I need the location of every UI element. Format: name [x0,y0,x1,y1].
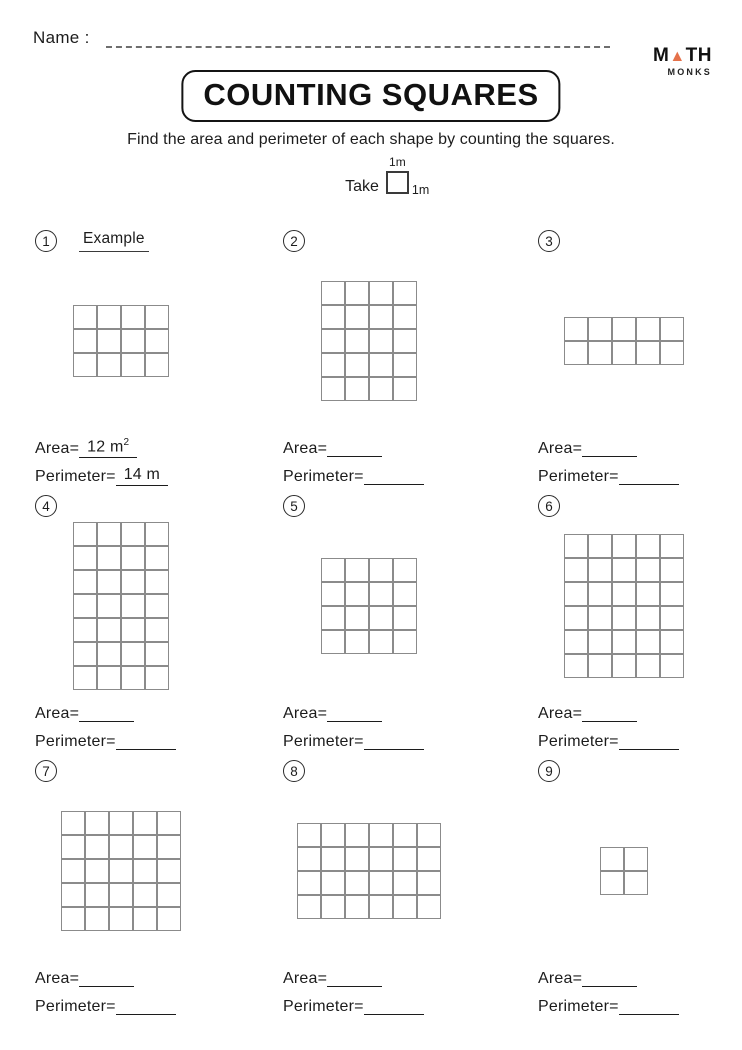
unit-square [97,305,121,329]
squares-grid [321,558,417,654]
problem-number-badge: 8 [283,760,305,782]
unit-square [417,895,441,919]
unit-square [612,341,636,365]
logo-letter-m: M [653,45,670,66]
unit-square [393,895,417,919]
unit-square [588,558,612,582]
unit-square [73,353,97,377]
unit-square [97,642,121,666]
unit-square [345,823,369,847]
problem-number-badge: 2 [283,230,305,252]
unit-square [345,630,369,654]
perimeter-label: Perimeter= [538,998,619,1015]
problem-number-badge: 5 [283,495,305,517]
unit-square [157,907,181,931]
unit-top-label: 1m [389,155,406,169]
logo-letters-th: TH [685,45,712,66]
unit-square [564,534,588,558]
area-blank-line [327,972,382,987]
unit-square [133,859,157,883]
unit-square [121,522,145,546]
unit-square [660,606,684,630]
perimeter-label: Perimeter= [35,468,116,485]
unit-square [588,317,612,341]
unit-square [345,895,369,919]
unit-square [145,522,169,546]
unit-square [321,895,345,919]
squares-grid [564,317,684,365]
unit-square [321,329,345,353]
area-line [538,960,742,988]
unit-square-key [386,155,430,199]
area-label: Area= [283,970,328,987]
squares-grid [564,534,684,678]
unit-square [321,377,345,401]
grid-zone [538,521,710,691]
problem-cell [538,758,742,1023]
unit-square [157,859,181,883]
area-blank-line [582,972,637,987]
math-monks-logo [653,46,712,77]
unit-square [297,823,321,847]
unit-square [588,630,612,654]
squares-grid [61,811,181,931]
perimeter-blank-line [364,1000,424,1015]
perimeter-blank-line [364,470,424,485]
area-line [538,695,742,723]
problem-cell [35,758,283,1023]
perimeter-line [283,723,538,751]
logo-subtext: MONKS [667,67,712,77]
problem-cell [283,228,538,493]
unit-square [393,847,417,871]
unit-square [345,582,369,606]
problems-grid [35,228,742,1023]
unit-square [97,522,121,546]
unit-square [145,305,169,329]
take-label: Take [345,178,379,195]
unit-square [97,618,121,642]
unit-square [612,317,636,341]
unit-square [145,666,169,690]
unit-square [145,594,169,618]
problem-number-badge: 9 [538,760,560,782]
unit-square [121,353,145,377]
area-line [35,960,283,988]
unit-square [145,618,169,642]
unit-square [121,329,145,353]
unit-square [345,606,369,630]
area-blank-line [79,707,134,722]
area-label: Area= [35,970,80,987]
problem-header [538,758,742,784]
unit-square [61,811,85,835]
unit-square [369,606,393,630]
triangle-icon: ▲ [669,48,686,65]
unit-square [393,305,417,329]
unit-square [121,642,145,666]
area-blank-line [327,707,382,722]
problem-cell [538,228,742,493]
problem-number-badge: 7 [35,760,57,782]
unit-square [636,606,660,630]
perimeter-blank-line [116,735,176,750]
unit-square [564,630,588,654]
unit-square [393,871,417,895]
unit-square [345,305,369,329]
area-line [538,430,742,458]
perimeter-line [538,458,742,486]
unit-square [624,847,648,871]
unit-square [393,329,417,353]
unit-square [109,907,133,931]
area-line [283,695,538,723]
unit-square [321,558,345,582]
unit-square [345,377,369,401]
unit-square [297,847,321,871]
unit-square [109,883,133,907]
squares-grid [73,305,169,377]
unit-square [564,606,588,630]
perimeter-line [35,458,283,486]
perimeter-blank-line [619,470,679,485]
problem-header [35,758,283,784]
answers [538,960,742,1016]
problem-number-badge: 6 [538,495,560,517]
answers [283,430,538,486]
unit-square [345,871,369,895]
unit-square [157,883,181,907]
unit-square [121,666,145,690]
grid-zone [538,786,710,956]
unit-square [369,329,393,353]
unit-square [393,281,417,305]
area-line [35,695,283,723]
unit-square [109,859,133,883]
unit-square [417,847,441,871]
area-blank-line [582,707,637,722]
unit-square [85,907,109,931]
unit-square [61,907,85,931]
unit-square [417,871,441,895]
perimeter-label: Perimeter= [283,998,364,1015]
unit-square [297,871,321,895]
unit-square [564,317,588,341]
unit-square [636,630,660,654]
unit-square [393,582,417,606]
area-blank-line [327,442,382,457]
unit-square [612,534,636,558]
title-box [181,70,560,122]
example-label: Example [79,230,149,252]
unit-square [345,353,369,377]
squares-grid [600,847,648,895]
squares-grid [297,823,441,919]
problem-header [283,758,538,784]
name-label: Name : [33,28,90,47]
problem-header [35,228,283,254]
unit-square [157,811,181,835]
unit-square [133,811,157,835]
area-label: Area= [538,970,583,987]
problem-cell [35,493,283,758]
unit-square [97,666,121,690]
unit-square [73,570,97,594]
answers [283,695,538,751]
unit-key-row [0,156,742,199]
squares-grid [73,522,169,690]
unit-square [145,546,169,570]
problem-header [283,228,538,254]
grid-zone [283,786,455,956]
perimeter-label: Perimeter= [538,733,619,750]
unit-square [369,582,393,606]
unit-square [345,558,369,582]
unit-square [660,582,684,606]
unit-square [321,353,345,377]
grid-zone [35,786,207,956]
instruction-text: Find the area and perimeter of each shape by counting the squares. [127,131,615,148]
unit-square [321,305,345,329]
area-line [35,430,283,458]
unit-square [369,847,393,871]
unit-square [85,883,109,907]
unit-square [133,883,157,907]
perimeter-line [538,988,742,1016]
unit-square [588,606,612,630]
unit-square [636,317,660,341]
area-label: Area= [283,440,328,457]
problem-cell [283,493,538,758]
unit-square [564,341,588,365]
unit-square [393,630,417,654]
unit-square [369,558,393,582]
unit-square [145,642,169,666]
unit-square [85,811,109,835]
unit-square [145,329,169,353]
area-line [283,430,538,458]
unit-square [588,582,612,606]
unit-square [97,329,121,353]
unit-square [321,871,345,895]
unit-square [345,281,369,305]
unit-square [109,811,133,835]
unit-square [145,570,169,594]
logo-wordmark [653,46,712,65]
problem-number-badge: 3 [538,230,560,252]
unit-square [97,546,121,570]
perimeter-blank-line [619,735,679,750]
unit-square [73,305,97,329]
unit-square [660,558,684,582]
unit-square [73,618,97,642]
problem-cell [538,493,742,758]
answers [35,960,283,1016]
grid-zone [35,521,207,691]
unit-square [600,847,624,871]
perimeter-label: Perimeter= [283,733,364,750]
answers [538,430,742,486]
unit-square [321,847,345,871]
perimeter-line [35,723,283,751]
area-label: Area= [538,705,583,722]
area-value: 12 $m^2$ [79,437,137,458]
unit-square [321,281,345,305]
perimeter-label: Perimeter= [538,468,619,485]
unit-right-label: 1m [411,183,430,197]
unit-square [73,642,97,666]
unit-square [393,377,417,401]
perimeter-blank-line [116,1000,176,1015]
unit-square [321,823,345,847]
unit-square [636,654,660,678]
perimeter-line [35,988,283,1016]
unit-square [321,582,345,606]
unit-square [121,594,145,618]
unit-square [588,534,612,558]
unit-square [624,871,648,895]
unit-square [345,847,369,871]
answers [283,960,538,1016]
problem-header [538,228,742,254]
perimeter-label: Perimeter= [283,468,364,485]
problem-number-badge: 1 [35,230,57,252]
unit-square [417,823,441,847]
unit-square [588,654,612,678]
problem-header [35,493,283,519]
unit-square [393,606,417,630]
unit-square [85,835,109,859]
unit-square [133,835,157,859]
unit-square [636,558,660,582]
unit-square [369,823,393,847]
unit-square [612,582,636,606]
perimeter-blank-line [364,735,424,750]
unit-square [97,353,121,377]
name-row [33,28,610,48]
unit-square [660,341,684,365]
unit-square [121,305,145,329]
unit-square [61,859,85,883]
unit-square [133,907,157,931]
unit-square [97,594,121,618]
unit-square [660,317,684,341]
perimeter-line [283,458,538,486]
grid-zone [283,256,455,426]
unit-square [636,534,660,558]
unit-square [369,353,393,377]
problem-cell [35,228,283,493]
unit-square [660,534,684,558]
answers [538,695,742,751]
problem-header [283,493,538,519]
unit-square-icon [386,171,409,194]
grid-zone [283,521,455,691]
unit-square [369,871,393,895]
unit-square [297,895,321,919]
unit-square [369,305,393,329]
area-line [283,960,538,988]
area-label: Area= [538,440,583,457]
unit-square [73,594,97,618]
unit-square [97,570,121,594]
unit-square [393,558,417,582]
unit-square [660,654,684,678]
perimeter-line [538,723,742,751]
unit-square [73,522,97,546]
unit-square [612,630,636,654]
unit-square [369,895,393,919]
unit-key [345,155,430,199]
area-label: Area= [283,705,328,722]
unit-square [612,606,636,630]
unit-square [612,558,636,582]
unit-square [157,835,181,859]
perimeter-value: 14 m [116,466,168,486]
unit-square [121,570,145,594]
page-title: COUNTING SQUARES [203,77,539,112]
unit-square [564,654,588,678]
unit-square [121,618,145,642]
unit-square [393,353,417,377]
unit-square [61,883,85,907]
perimeter-blank-line [619,1000,679,1015]
unit-square [121,546,145,570]
unit-square [600,871,624,895]
unit-square [145,353,169,377]
unit-square [588,341,612,365]
area-blank-line [79,972,134,987]
unit-square [369,377,393,401]
problem-number-badge: 4 [35,495,57,517]
unit-square [612,654,636,678]
unit-square [369,281,393,305]
perimeter-label: Perimeter= [35,998,116,1015]
perimeter-line [283,988,538,1016]
unit-square [564,582,588,606]
perimeter-label: Perimeter= [35,733,116,750]
unit-square [73,666,97,690]
unit-square [73,329,97,353]
area-label: Area= [35,440,80,457]
unit-square [636,582,660,606]
unit-square [73,546,97,570]
unit-square [393,823,417,847]
answers [35,695,283,751]
unit-square [369,630,393,654]
unit-square [564,558,588,582]
problem-cell [283,758,538,1023]
squares-grid [321,281,417,401]
unit-square [109,835,133,859]
problem-header [538,493,742,519]
unit-square [660,630,684,654]
unit-square [321,606,345,630]
unit-square [321,630,345,654]
unit-square [85,859,109,883]
grid-zone [538,256,710,426]
unit-square [61,835,85,859]
area-blank-line [582,442,637,457]
grid-zone [35,256,207,426]
name-blank-line [106,32,610,48]
unit-square [636,341,660,365]
answers [35,430,283,486]
unit-square [345,329,369,353]
area-label: Area= [35,705,80,722]
